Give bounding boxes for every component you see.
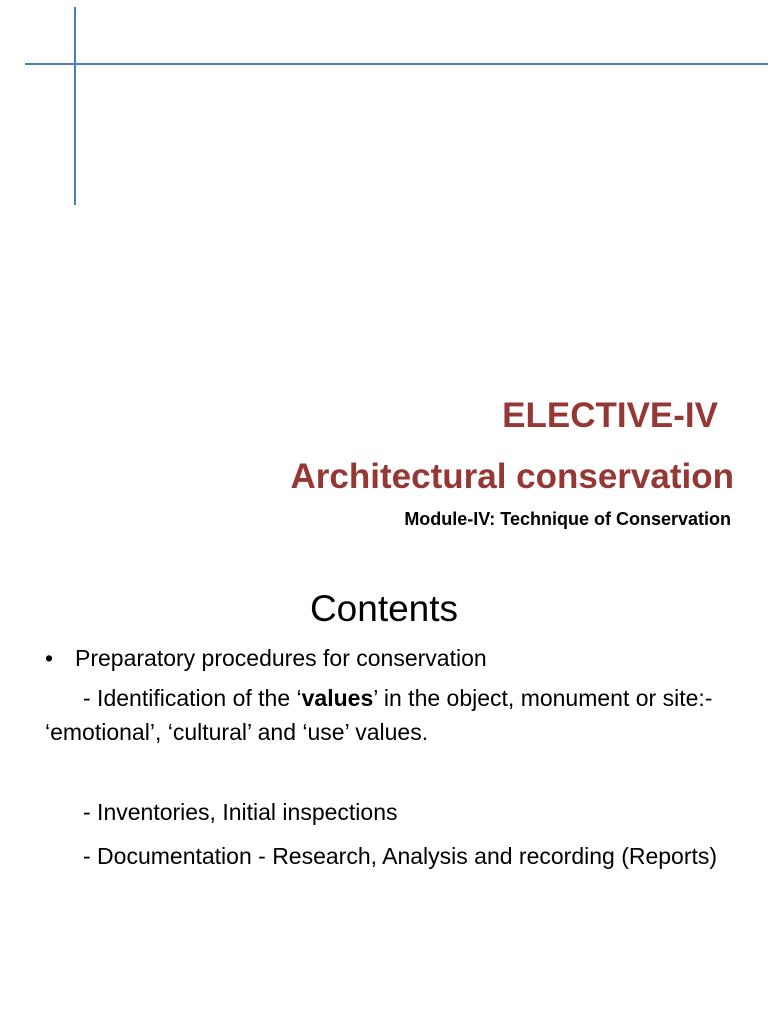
bullet-icon: • — [45, 645, 54, 671]
title-subject: Architectural conservation — [290, 457, 734, 496]
bullet-item — [45, 641, 735, 675]
sub-item-values-bold: values — [301, 685, 374, 711]
sub-item-values — [45, 681, 735, 749]
vertical-rule — [74, 7, 76, 205]
sub-item-inventories-text: - Inventories, Initial inspections — [83, 799, 398, 825]
sub-item-values-text-end: ’ in the object, monument or site:- ‘emotional’, ‘cultural’ and ‘use’ values. — [45, 685, 713, 745]
module-subtitle: Module-IV: Technique of Conservation — [404, 509, 731, 529]
title-elective: ELECTIVE-IV — [502, 396, 718, 435]
contents-heading: Contents — [309, 588, 459, 629]
sub-item-values-text-start: - Identification of the ‘ — [83, 685, 302, 711]
horizontal-rule — [25, 63, 768, 65]
sub-item-inventories — [45, 795, 735, 829]
sub-item-documentation — [45, 839, 735, 873]
sub-item-documentation-text: - Documentation - Research, Analysis and recording (Reports) — [83, 843, 718, 869]
bullet-text: Preparatory procedures for conservation — [75, 645, 487, 671]
